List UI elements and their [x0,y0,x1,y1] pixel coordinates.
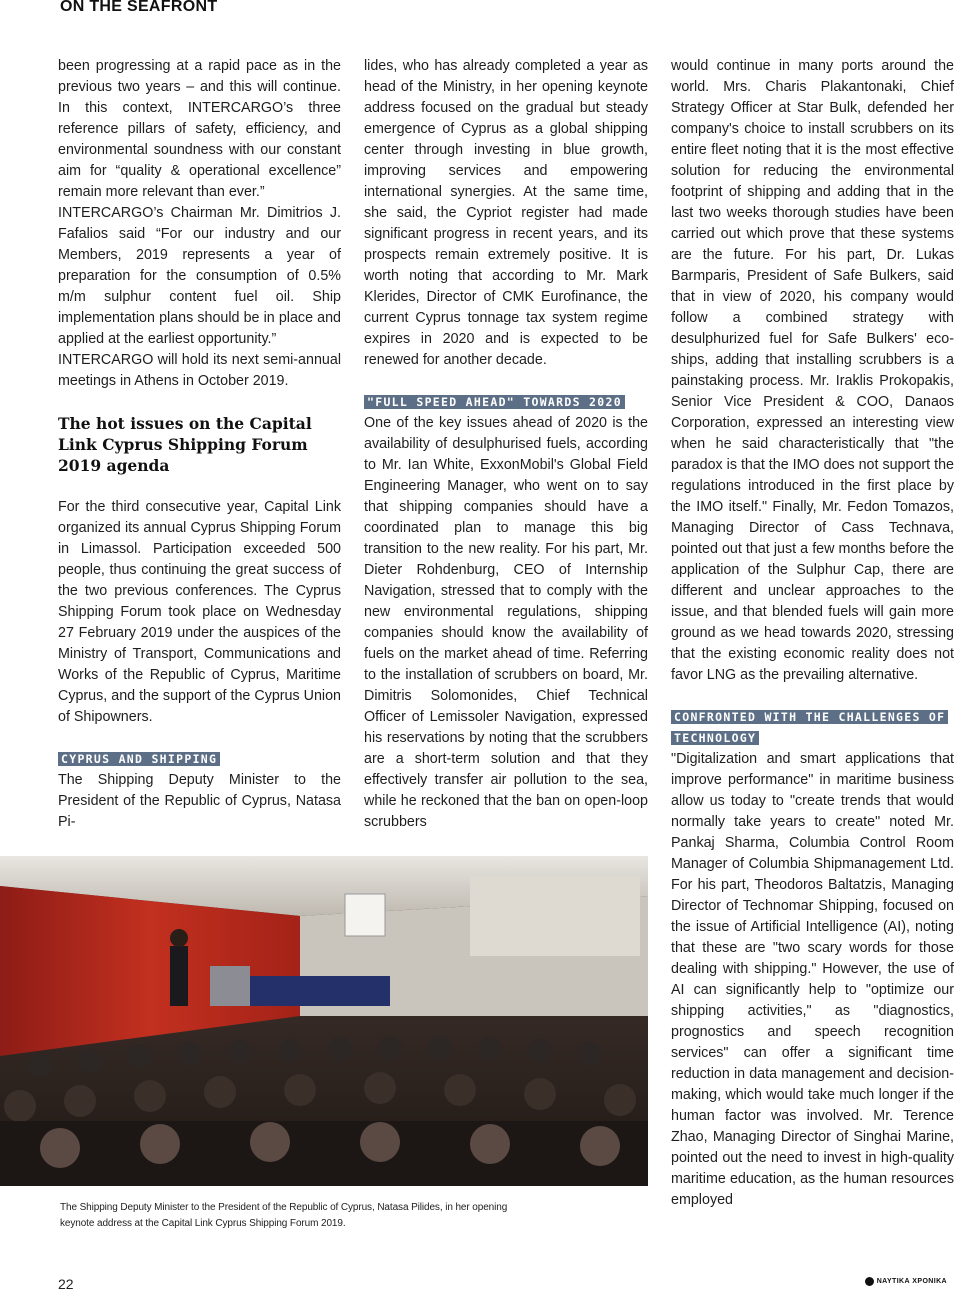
page-number: 22 [58,1276,74,1292]
section-tag: ON THE SEAFRONT [60,0,218,15]
publication-brand [865,1277,947,1286]
column-1 [58,56,341,833]
column-3 [671,56,954,1211]
col1-paragraph-1: been progressing at a rapid pace as in the previous two years – and this will continue. In this context, INTERCARGO’s three reference pillars of safety, efficiency, and environmental soundness with our constant aim for “quality & operational excellence” remain more relevant than ever.” [58,58,341,200]
col2-paragraph-1: lides, who has already completed a year as head of the Ministry, in her opening keynote address focused on the gradual but steady emergence of Cyprus as a global shipping center through investing in blue growth, improving services and empowering international synergies. At the same time, she said, the Cypriot register had made significant progress in recent years, and its prospects remain extremely positive. It is worth noting that according to Mr. Mark Klerides, Director of CMK Eurofinance, the current Cyprus tonnage tax system regime expires in 2020 and is expected to be renewed for another decade. [364,58,648,368]
brand-logo-icon [865,1277,874,1286]
col1-paragraph-4: For the third consecutive year, Capital Link organized its annual Cyprus Shipping Forum in Limassol. Participation exceeded 500 people, thus continuing the great success of the two previous conferences. The Cyprus Shipping Forum took place on Wednesday 27 February 2019 under the auspices of the Ministry of Transport, Communications and Works of the Republic of Cyprus, Maritime Cyprus, and the support of the Cyprus Union of Shipowners. [58,499,341,725]
column-2 [364,56,648,833]
subhead-cyprus-and-shipping: CYPRUS AND SHIPPING [58,752,220,766]
col1-paragraph-5: The Shipping Deputy Minister to the President of the Republic of Cyprus, Natasa Pi- [58,772,341,830]
article-heading: The hot issues on the Capital Link Cyprus Shipping Forum 2019 agenda [58,414,312,475]
subhead-full-speed-ahead: "FULL SPEED AHEAD" TOWARDS 2020 [364,395,625,409]
brand-name: ΝΑΥΤΙΚΑ ΧΡΟΝΙΚΑ [876,1278,947,1285]
col1-paragraph-3: INTERCARGO will hold its next semi-annual meetings in Athens in October 2019. [58,352,341,389]
photo-caption: The Shipping Deputy Minister to the President of the Republic of Cyprus, Natasa Pilides, in her opening keynote address at the Capital Link Cyprus Shipping Forum 2019. [60,1202,508,1229]
conference-photo-illustration [0,856,648,1186]
subhead-technology: CONFRONTED WITH THE CHALLENGES OF TECHNOLOGY [671,710,948,745]
conference-photo [0,856,648,1186]
col2-paragraph-2: One of the key issues ahead of 2020 is the availability of desulphurised fuels, according to Mr. Ian White, ExxonMobil's Global Field Engineering Manager, who went on to say that shipping companies should have a coordinated plan to manage this big transition to the new reality. For his part, Mr. Dieter Rohdenburg, CEO of Internship Navigation, stressed that to comply with the new environmental regulations, shipping companies should know the availability of fuels on the market ahead of time. Referring to the installation of scrubbers on board, Mr. Dimitris Solomonides, Chief Technical Officer of Lemissoler Navigation, expressed his reservations by noting that the scrubbers are a short-term solution and that they effectively transfer air pollution to the sea, while he reckoned that the ban on open-loop scrubbers [364,415,648,830]
col3-paragraph-2: "Digitalization and smart applications that improve performance" in maritime business allow us today to "create trends that would normally take years to create" noted Mr. Pankaj Sharma, Columbia Control Room Manager of Columbia Shipmanagement Ltd. For his part, Theodoros Baltatzis, Managing Director of Technomar Shipping, focused on the issue of Artificial Intelligence (AI), noting that these are "two scary words for those dealing with shipping." However, the use of AI can significantly help to "optimize our shipping activities," as "diagnostics, prognostics and speech recognition services" can offer a significant time reduction in data management and decision-making, which would take much longer if the human factor was involved. Mr. Terence Zhao, Managing Director of Singhai Marine, pointed out the need to invest in high-quality maritime education, as the human resources employed [671,751,954,1208]
col3-paragraph-1: would continue in many ports around the world. Mrs. Charis Plakantonaki, Chief Strategy Officer at Star Bulk, defended her company's choice to install scrubbers on its entire fleet noting that it is the most effective solution for reducing the environmental footprint of shipping and adding that in the last two weeks thorough studies have been carried out which prove that these systems are the future. For his part, Dr. Lukas Barmparis, President of Safe Bulkers, said that in view of 2020, his company would follow a combined strategy with desulphurized fuel for Safe Bulkers' eco-ships, adding that installing scrubbers is a painstaking process. Mr. Iraklis Prokopakis, Senior Vice President & COO, Danaos Corporation, expressed an interesting view when he said characteristically that "the paradox is that the IMO does not support the regulations introduced in the first place by the IMO itself." Finally, Mr. Fedon Tomazos, Managing Director of Cass Technava, pointed out that just a few months before the application of the Sulphur Cap, there are different and unclear approaches to the issue, and that blended fuels will gain more ground as we head towards 2020, stressing that the existing economic reality does not favor LNG as the prevailing alternative. [671,58,954,683]
col1-paragraph-2: INTERCARGO’s Chairman Mr. Dimitrios J. Fafalios said “For our industry and our Members, 2019 represents a year of preparation for the consumption of 0.5% m/m sulphur content fuel oil. Ship implementation plans should be in place and applied at the earliest opportunity.” [58,205,341,347]
